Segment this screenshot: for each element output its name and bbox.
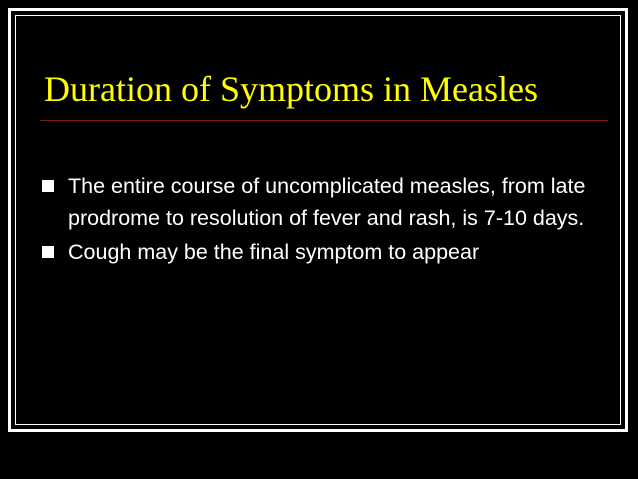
bullet-text: The entire course of uncomplicated measles, from late prodrome to resolution of fever and rash, is 7-10 days. [68,174,586,230]
bullet-item-course-duration [40,170,600,234]
bullet-list [40,170,600,270]
square-bullet-icon [42,180,54,192]
bullet-text: Cough may be the final symptom to appear [68,240,480,264]
bullet-item-cough [40,236,600,268]
slide-title: Duration of Symptoms in Measles [44,69,538,109]
title-divider [40,120,608,121]
square-bullet-icon [42,246,54,258]
